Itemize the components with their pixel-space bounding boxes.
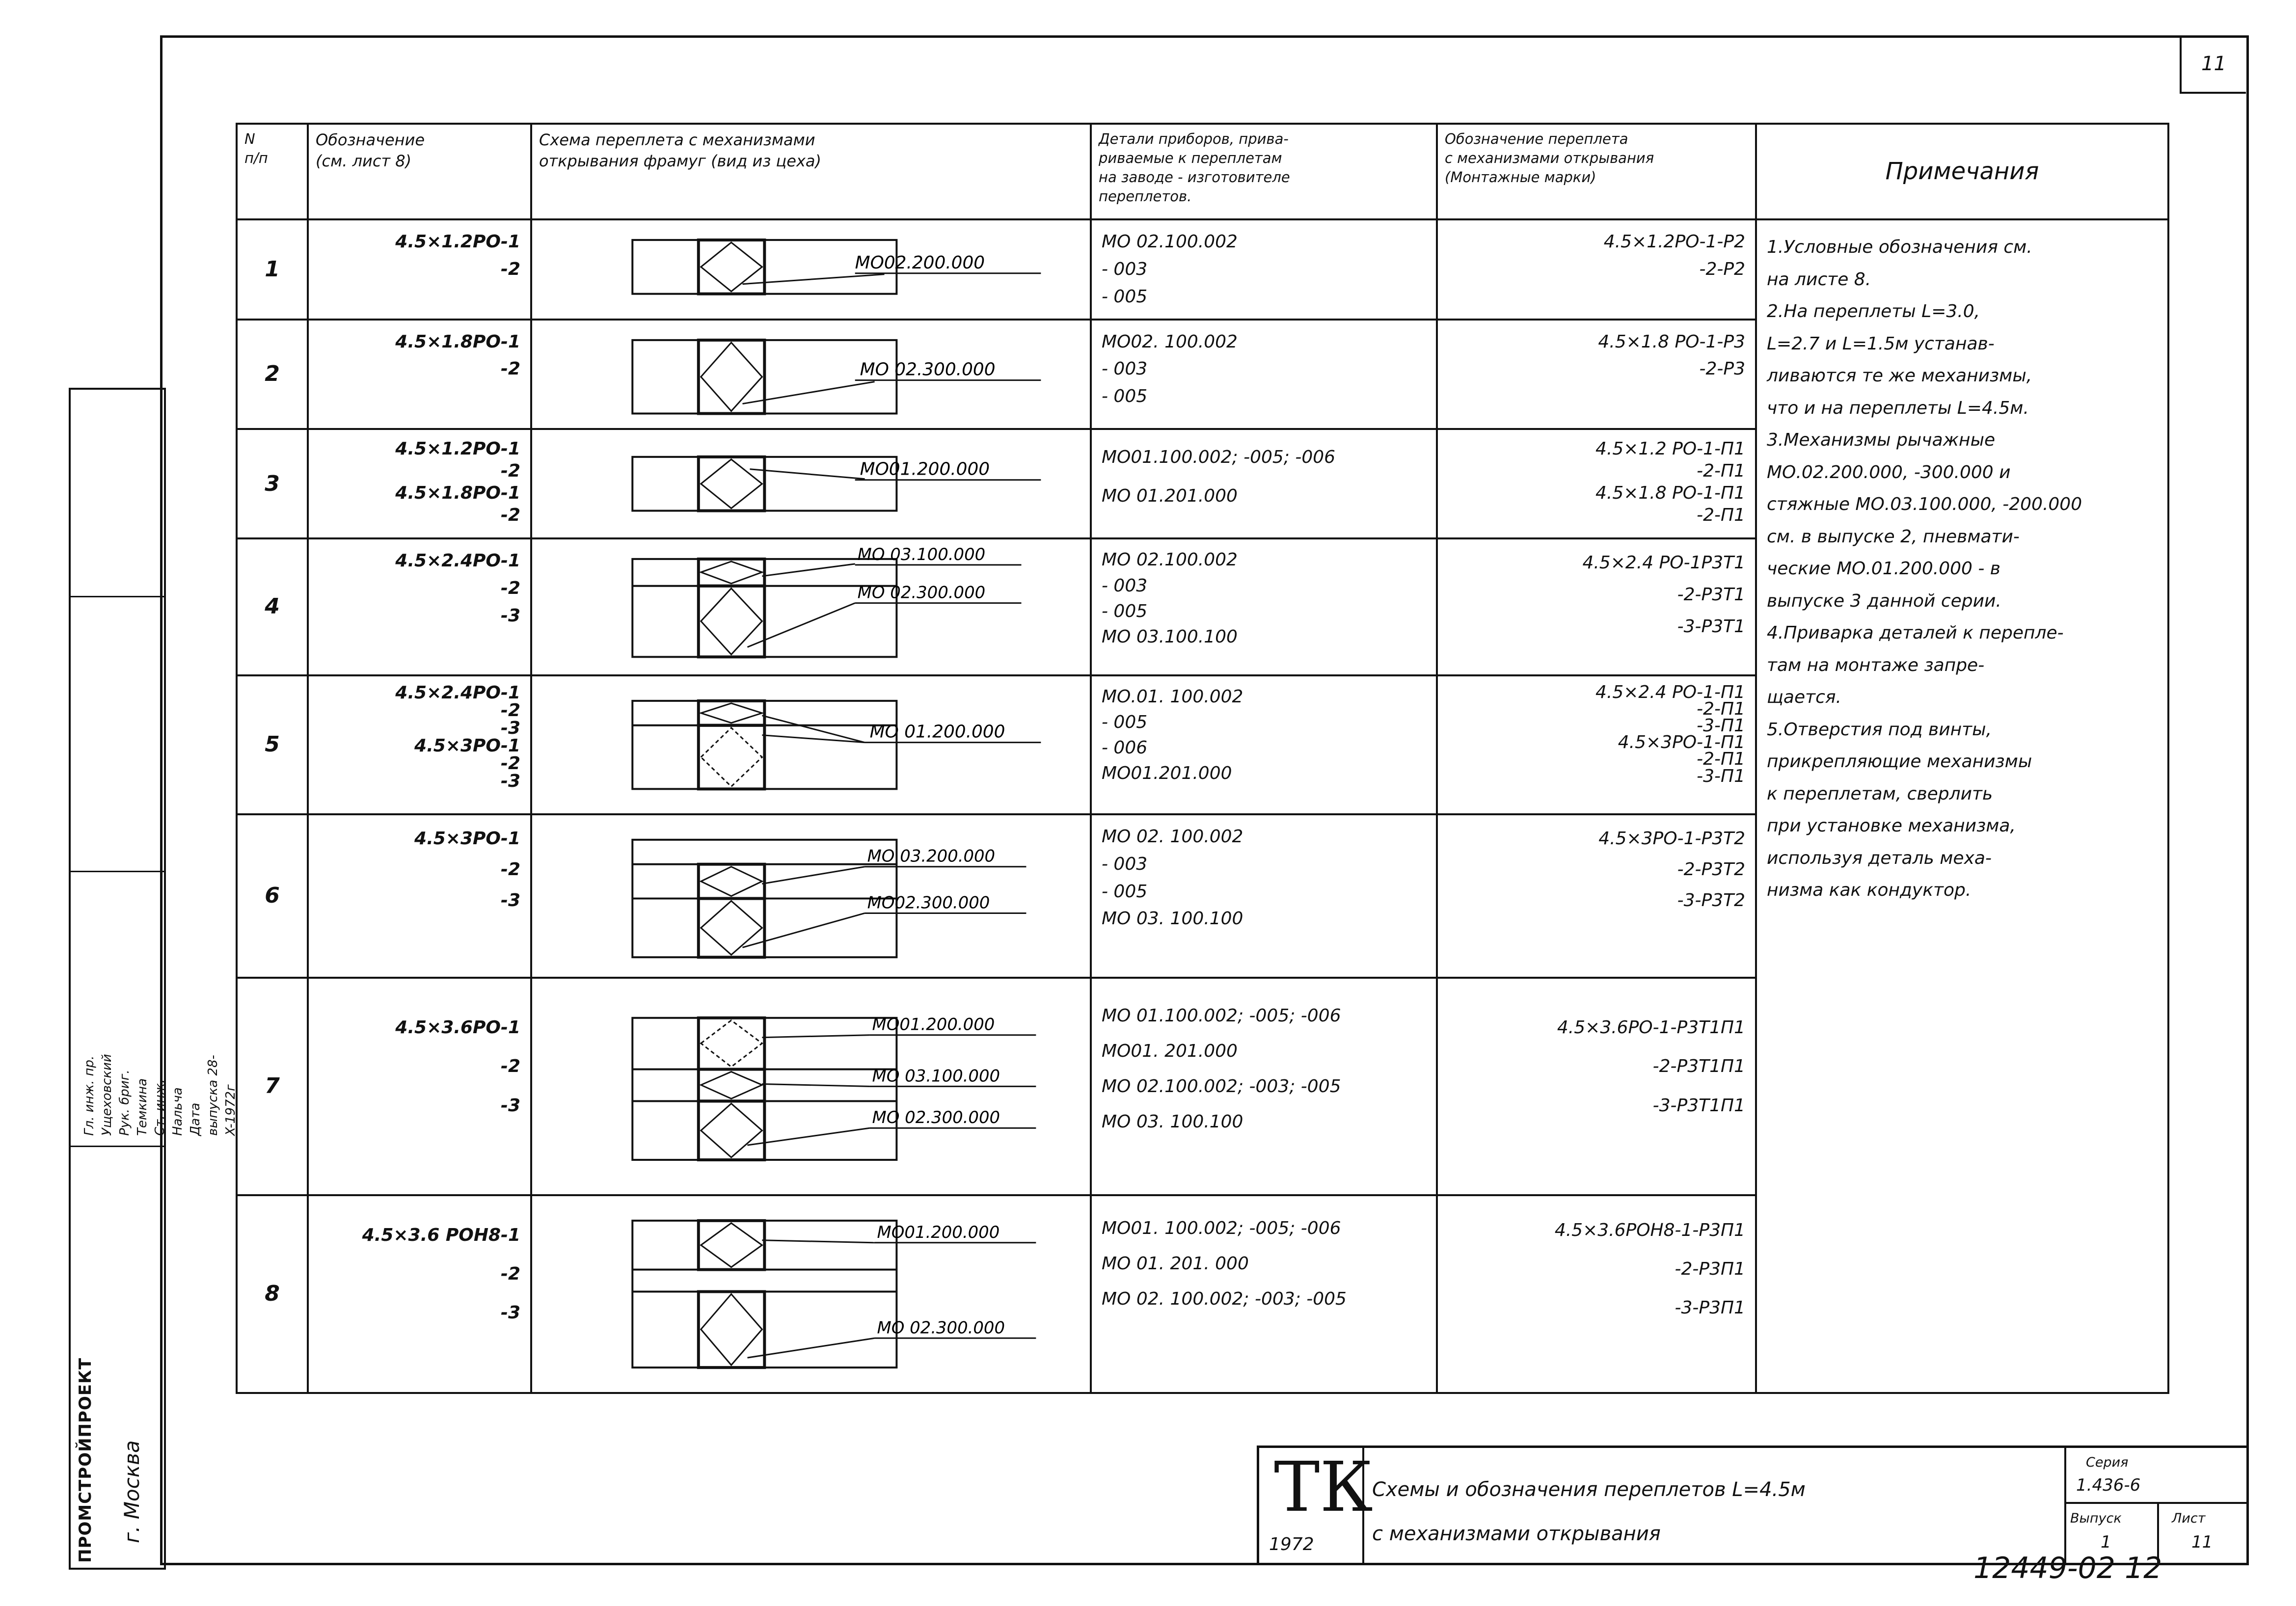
header-num-text: N п/п — [244, 131, 268, 167]
row-scheme — [531, 675, 1091, 814]
series-box — [2066, 1448, 2248, 1504]
lower-vent-diamond — [701, 1294, 762, 1365]
row-parts: МО 02. 100.002 - 003 - 005 МО 03. 100.100 — [1091, 814, 1437, 978]
row-parts: МО01.100.002; -005; -006 МО 01.201.000 — [1091, 429, 1437, 538]
header-num — [237, 124, 308, 219]
drawing-title: Схемы и обозначения переплетов L=4.5м с механизмами открывания — [1372, 1478, 1806, 1545]
header-scheme — [531, 124, 1091, 219]
row-designation: 4.5×2.4РО-1 -2 -3 — [308, 538, 531, 675]
row-number: 2 — [237, 320, 308, 429]
row-parts: МО 01.100.002; -005; -006 МО01. 201.000 МО 02.100.002; -003; -005 МО 03. 100.100 — [1091, 978, 1437, 1195]
tk-year: 1972 — [1269, 1534, 1314, 1554]
frame-scheme-diagram — [532, 321, 1090, 428]
row-scheme — [531, 219, 1091, 320]
leader-line-1 — [762, 564, 855, 576]
row-number: 1 — [237, 219, 308, 320]
mechanism-label-2: МО 02.300.000 — [877, 1318, 1005, 1338]
sheet-number-corner: 11 — [2180, 35, 2246, 94]
lower-vent-diamond — [701, 901, 762, 955]
lower-vent-diamond — [701, 727, 762, 786]
issue-label: Выпуск — [2070, 1511, 2122, 1526]
leader-line-1 — [762, 1240, 874, 1243]
tk-mark: ТК — [1274, 1447, 1373, 1527]
mechanism-label: МО 02.300.000 — [860, 359, 996, 380]
row-designation: 4.5×1.2РО-1 -2 4.5×1.8РО-1 -2 — [308, 429, 531, 538]
header-parts-text: Детали приборов, прива- риваемые к переплетам на заводе - изготовителе переплетов. — [1099, 131, 1290, 205]
row-scheme — [531, 1195, 1091, 1393]
upper-vent-frame — [699, 559, 765, 586]
frame-scheme-diagram — [532, 815, 1090, 977]
row-parts: МО 02.100.002 - 003 - 005 МО 03.100.100 — [1091, 538, 1437, 675]
lower-vent-frame — [699, 1101, 765, 1160]
header-parts — [1091, 124, 1437, 219]
vent-diamond — [701, 342, 762, 411]
row-number: 8 — [237, 1195, 308, 1393]
row-marks: 4.5×2.4 РО-1Р3Т1 -2-Р3Т1 -3-Р3Т1 — [1437, 538, 1756, 675]
table-row — [237, 219, 2168, 320]
header-marks — [1437, 124, 1756, 219]
mechanism-label-1: МО01.200.000 — [872, 1015, 995, 1034]
mechanism-label: МО 01.200.000 — [869, 722, 1005, 742]
mechanism-label: МО02.200.000 — [855, 252, 985, 273]
frame-scheme-diagram — [532, 430, 1090, 537]
title-block — [1257, 1445, 2249, 1565]
vent-frame — [699, 457, 765, 511]
row-marks: 4.5×3.6РОН8-1-Р3П1 -2-Р3П1 -3-Р3П1 — [1437, 1195, 1756, 1393]
org-city: г. Москва — [120, 1440, 144, 1543]
row-designation: 4.5×1.8РО-1 -2 — [308, 320, 531, 429]
lower-vent-frame — [699, 586, 765, 657]
middle-vent-frame — [699, 1070, 765, 1101]
row-marks: 4.5×2.4 РО-1-П1 -2-П1 -3-П1 4.5×3РО-1-П1 -2-П1 -3-П1 — [1437, 675, 1756, 814]
leader-line-2 — [747, 1338, 874, 1358]
row-number: 5 — [237, 675, 308, 814]
vent-diamond — [701, 459, 762, 509]
row-designation: 4.5×1.2РО-1 -2 — [308, 219, 531, 320]
mechanism-label-2: МО 02.300.000 — [857, 583, 986, 603]
row-scheme — [531, 429, 1091, 538]
middle-vent-frame — [699, 864, 765, 899]
lower-vent-diamond — [701, 1103, 762, 1157]
header-notes: Примечания — [1756, 124, 2168, 219]
upper-vent-diamond — [701, 562, 762, 584]
signature-block: Гл. инж. пр. Ущеховский Рук. бриг. Темкина Ст. инж. Нальча Дата выпуска 28-X-1972г — [82, 1054, 238, 1136]
frame-scheme-diagram — [532, 539, 1090, 674]
upper-vent-frame — [699, 1221, 765, 1270]
row-number: 7 — [237, 978, 308, 1195]
upper-vent-diamond — [701, 1020, 762, 1067]
row-designation: 4.5×3.6РО-1 -2 -3 — [308, 978, 531, 1195]
row-scheme — [531, 978, 1091, 1195]
mechanism-label-3: МО 02.300.000 — [872, 1108, 1000, 1127]
org-name: ПРОМСТРОЙПРОЕКТ — [76, 1357, 95, 1563]
row-parts: МО02. 100.002 - 003 - 005 — [1091, 320, 1437, 429]
row-marks: 4.5×1.2РО-1-Р2 -2-Р2 — [1437, 219, 1756, 320]
mechanism-label: МО01.200.000 — [860, 459, 990, 480]
row-scheme — [531, 538, 1091, 675]
strip-cell-1 — [71, 390, 164, 597]
document-number: 12449-02 12 — [1973, 1551, 2162, 1585]
left-stamp-strip — [69, 388, 238, 1570]
sheet-label: Лист — [2172, 1511, 2206, 1526]
leader-line — [742, 381, 874, 403]
title-block-right — [2064, 1448, 2248, 1563]
frame-scheme-diagram — [532, 979, 1090, 1194]
lower-vent-frame — [699, 899, 765, 958]
issue-value: 1 — [2101, 1532, 2111, 1552]
frame-scheme-diagram — [532, 220, 1090, 319]
row-designation: 4.5×2.4РО-1 -2 -3 4.5×3РО-1 -2 -3 — [308, 675, 531, 814]
row-designation: 4.5×3.6 РОН8-1 -2 -3 — [308, 1195, 531, 1393]
leader-line — [750, 469, 864, 479]
vent-frame — [699, 340, 765, 413]
upper-vent-diamond — [701, 703, 762, 723]
leader-line-1 — [762, 867, 864, 884]
mechanism-label-2: МО 03.100.000 — [872, 1066, 1000, 1086]
header-designation-text: Обозначение (см. лист 8) — [316, 131, 425, 171]
frame-scheme-diagram — [532, 676, 1090, 813]
leader-line-2 — [762, 1084, 869, 1087]
mechanism-label-1: МО 03.100.000 — [857, 545, 986, 564]
header-scheme-text: Схема переплета с механизмами открывания фрамуг (вид из цеха) — [539, 131, 821, 171]
notes-cell: 1.Условные обозначения см. на листе 8. 2.На переплеты L=3.0, L=2.7 и L=1.5м устанав- ливаются те же механизмы, что и на переплеты L=4.5м. 3.Механизмы рычажные МО.02.200.000, -300.000 и стяжные МО.03.100.000, -200.000 см. в выпуске 2, пневмати- ческие МО.01.200.000 - в выпуске 3 данной серии. 4.Приварка деталей к перепле- там на монтаже запре- щается. 5.Отверстия под винты, прикрепляющие механизмы к переплетам, сверлить при установке механизма, используя деталь меха- низма как кондуктор. — [1756, 219, 2168, 1393]
upper-vent-frame — [699, 701, 765, 725]
leader-line-2 — [742, 913, 864, 947]
header-marks-text: Обозначение переплета с механизмами открывания (Монтажные марки) — [1445, 131, 1654, 186]
row-parts: МО01. 100.002; -005; -006 МО 01. 201. 000 МО 02. 100.002; -003; -005 — [1091, 1195, 1437, 1393]
row-parts: МО.01. 100.002 - 005 - 006 МО01.201.000 — [1091, 675, 1437, 814]
leader-line-1 — [762, 1035, 869, 1038]
row-parts: МО 02.100.002 - 003 - 005 — [1091, 219, 1437, 320]
row-marks: 4.5×1.8 РО-1-Р3 -2-Р3 — [1437, 320, 1756, 429]
strip-cell-3 — [71, 871, 238, 1147]
sheet-value: 11 — [2191, 1532, 2213, 1552]
windows-schedule-table — [236, 123, 2169, 1394]
middle-vent-diamond — [701, 867, 762, 896]
vent-frame — [699, 240, 765, 294]
tk-stamp — [1259, 1447, 1373, 1563]
series-label: Серия — [2086, 1455, 2129, 1470]
middle-vent-diamond — [701, 1072, 762, 1099]
row-marks: 4.5×3.6РО-1-Р3Т1П1 -2-Р3Т1П1 -3-Р3Т1П1 — [1437, 978, 1756, 1195]
row-marks: 4.5×3РО-1-Р3Т2 -2-Р3Т2 -3-Р3Т2 — [1437, 814, 1756, 978]
mechanism-label-2: МО02.300.000 — [867, 893, 990, 912]
series-value: 1.436-6 — [2076, 1475, 2141, 1495]
frame-scheme-diagram — [532, 1196, 1090, 1392]
mechanism-label-1: МО 03.200.000 — [867, 846, 996, 866]
lower-vent-frame — [699, 725, 765, 789]
strip-cell-2 — [71, 596, 164, 872]
row-scheme — [531, 814, 1091, 978]
row-number: 3 — [237, 429, 308, 538]
row-scheme — [531, 320, 1091, 429]
upper-vent-frame — [699, 1018, 765, 1070]
row-designation: 4.5×3РО-1 -2 -3 — [308, 814, 531, 978]
row-number: 6 — [237, 814, 308, 978]
upper-vent-diamond — [701, 1223, 762, 1267]
row-marks: 4.5×1.2 РО-1-П1 -2-П1 4.5×1.8 РО-1-П1 -2-П1 — [1437, 429, 1756, 538]
mechanism-label-1: МО01.200.000 — [877, 1222, 1000, 1242]
row-number: 4 — [237, 538, 308, 675]
header-designation — [308, 124, 531, 219]
